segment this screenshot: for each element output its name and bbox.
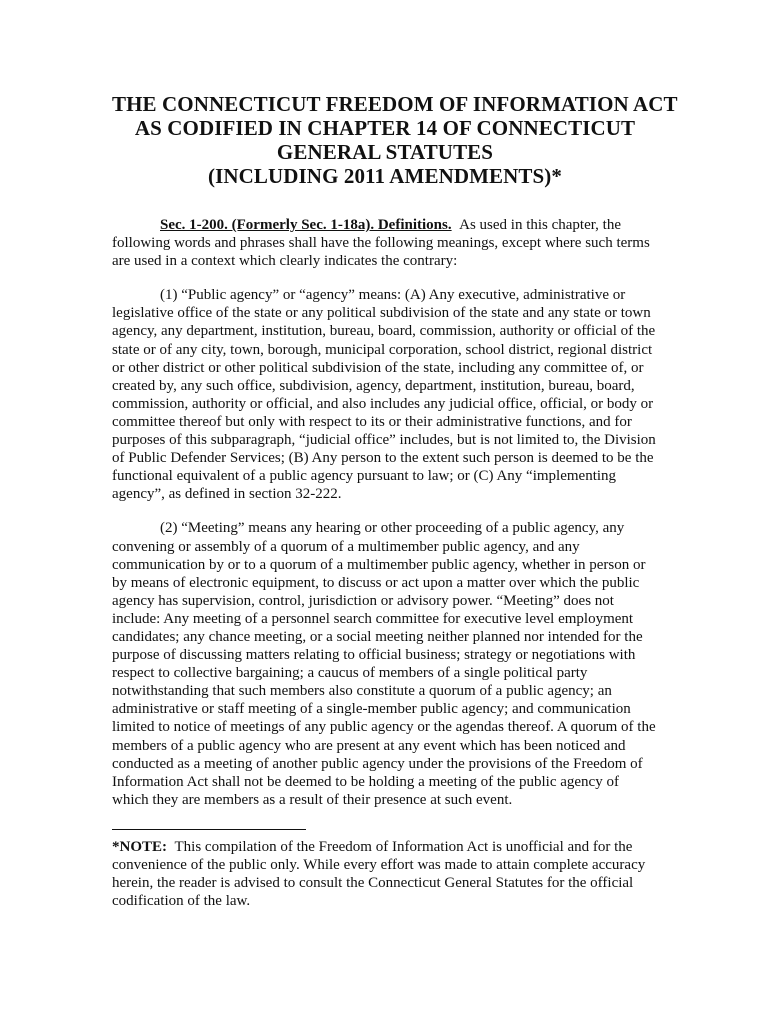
definition-1-text: (1) “Public agency” or “agency” means: (A) Any executive, administrative or legislative office of the state or any political subdivision of the state and any state or town agency, any department, institution, bureau, board, commission, authority or official of the state or of any city, town, borough, municipal corporation, school district, regional district or other district or other political subdivision of the state, including any committee of, or created by, any such office, subdivision, agency, department, institution, bureau, board, commission, authority or official, and also includes any judicial office, official, or body or committee thereof but only with respect to its or their administrative functions, and for purposes of this subparagraph, “judicial office” includes, but is not limited to, the Division of Public Defender Services; (B) Any person to the extent such person is deemed to be the functional equivalent of a public agency pursuant to law; or (C) Any “implementing agency”, as defined in section 32-222. bbox=[112, 287, 656, 503]
title-line-4: (INCLUDING 2011 AMENDMENTS)* bbox=[208, 164, 562, 188]
title-line-2: AS CODIFIED IN CHAPTER 14 OF CONNECTICUT bbox=[134, 116, 636, 140]
section-intro-paragraph bbox=[112, 216, 658, 270]
title-line-1: THE CONNECTICUT FREEDOM OF INFORMATION ACT bbox=[112, 92, 678, 116]
footnote-text: This compilation of the Freedom of Information Act is unofficial and for the convenience of the public only. While every effort was made to attain complete accuracy herein, the reader is advised to consult the Connecticut General Statutes for the official codification of the law. bbox=[112, 838, 646, 910]
section-intro-text: As used in this chapter, the following words and phrases shall have the following meanings, except where such terms are used in a context which clearly indicates the contrary: bbox=[112, 217, 650, 270]
footnote-label: *NOTE: bbox=[112, 838, 168, 855]
definition-paragraph-2 bbox=[112, 519, 658, 809]
title-line-3: GENERAL STATUTES bbox=[276, 140, 494, 164]
definition-2-text: (2) “Meeting” means any hearing or other proceeding of a public agency, any convening or assembly of a quorum of a multimember public agency, and any communication by or to a quorum of a multimember public agency, whether in person or by means of electronic equipment, to discuss or act upon a matter over which the public agency has supervision, control, jurisdiction or advisory power. “Meeting” does not include: Any meeting of a personnel search committee for executive level employment candidates; any chance meeting, or a social meeting neither planned nor intended for the purpose of discussing matters relating to official business; strategy or negotiations with respect to collective bargaining; a caucus of members of a single political party notwithstanding that such members also constitute a quorum of a public agency; an administrative or staff meeting of a single-member public agency; and communication limited to notice of meetings of any public agency or the agendas thereof. A quorum of the members of a public agency who are present at any event which has been noticed and conducted as a meeting of another public agency under the provisions of the Freedom of Information Act shall not be deemed to be holding a meeting of the public agency of which they are members as a result of their presence at such event. bbox=[112, 520, 656, 808]
definition-paragraph-1 bbox=[112, 286, 658, 503]
footnote-divider bbox=[112, 829, 306, 830]
footnote bbox=[112, 838, 658, 910]
document-title bbox=[112, 92, 678, 188]
section-heading: Sec. 1-200. (Formerly Sec. 1-18a). Definitions. bbox=[160, 217, 452, 233]
